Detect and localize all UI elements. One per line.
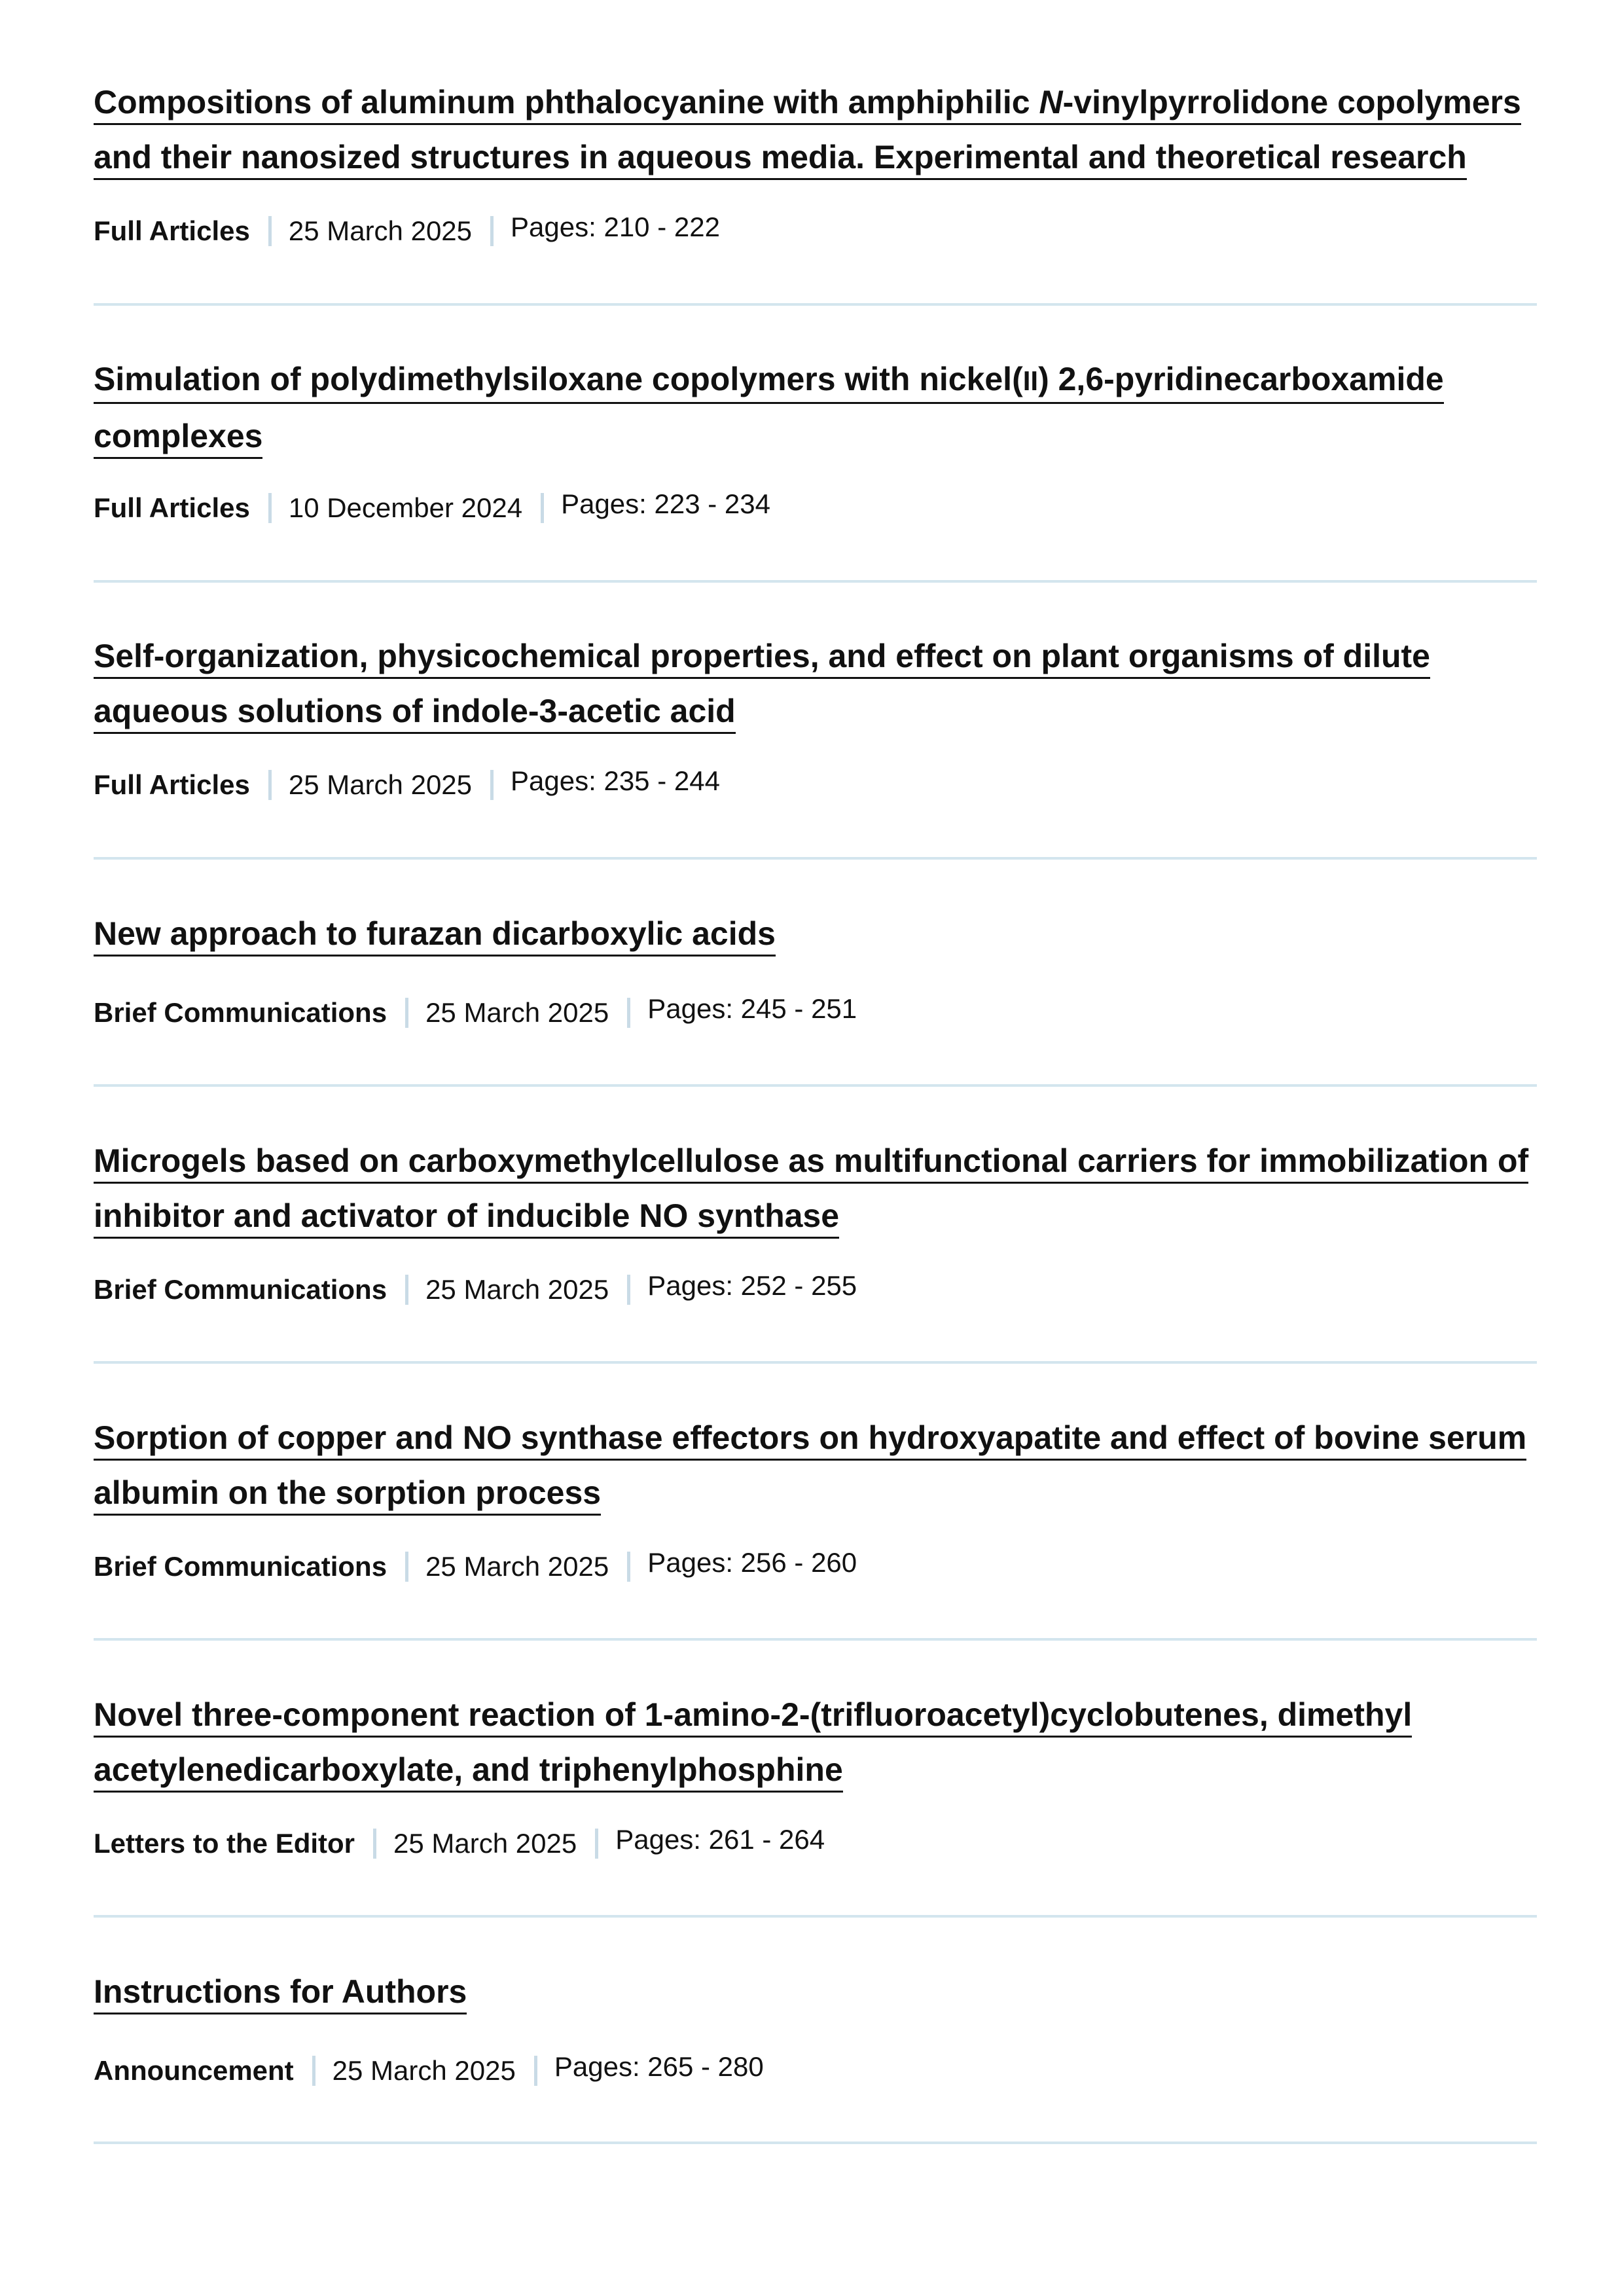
meta-separator <box>312 2056 315 2086</box>
article-title-line: Simulation of polydimethylsiloxane copolymers with nickel(II) 2,6-pyridinecarboxamide <box>94 359 1444 404</box>
meta-separator <box>534 2056 537 2086</box>
meta-separator <box>490 770 494 800</box>
meta-separator <box>627 1552 630 1582</box>
article-divider <box>94 857 1537 860</box>
article-title-link[interactable] <box>94 354 1537 466</box>
article-divider <box>94 580 1537 583</box>
article-date: 25 March 2025 <box>425 997 609 1028</box>
meta-separator <box>405 1275 408 1305</box>
article-item <box>94 354 1537 523</box>
article-meta <box>94 993 857 1029</box>
article-title-line: Self-organization, physicochemical properties, and effect on plant organisms of dilute <box>94 636 1430 679</box>
article-meta <box>94 1824 825 1859</box>
article-item <box>94 77 1537 246</box>
article-meta <box>94 1547 857 1582</box>
article-meta <box>94 211 720 247</box>
article-date: 25 March 2025 <box>332 2055 516 2086</box>
article-pages: Pages: 261 - 264 <box>615 1824 825 1855</box>
article-item <box>94 1967 1537 2086</box>
article-category[interactable]: Announcement <box>94 2055 294 2086</box>
article-title-line: acetylenedicarboxylate, and triphenylphosphine <box>94 1750 843 1793</box>
article-title-link[interactable] <box>94 1413 1537 1523</box>
article-pages: Pages: 252 - 255 <box>647 1270 857 1301</box>
article-title-line: albumin on the sorption process <box>94 1473 601 1516</box>
article-category[interactable]: Full Articles <box>94 215 250 246</box>
article-pages: Pages: 210 - 222 <box>511 211 720 242</box>
article-divider <box>94 303 1537 306</box>
article-title-line: and their nanosized structures in aqueous media. Experimental and theoretical research <box>94 137 1467 180</box>
article-item <box>94 1690 1537 1859</box>
article-title-line: inhibitor and activator of inducible NO synthase <box>94 1196 839 1239</box>
article-title-link[interactable] <box>94 77 1537 187</box>
meta-separator <box>373 1829 376 1859</box>
article-date: 10 December 2024 <box>288 492 523 523</box>
article-meta <box>94 2051 764 2086</box>
article-divider <box>94 1361 1537 1364</box>
article-category[interactable]: Full Articles <box>94 492 250 523</box>
meta-separator <box>405 1552 408 1582</box>
article-category[interactable]: Brief Communications <box>94 997 387 1028</box>
article-category[interactable]: Brief Communications <box>94 1274 387 1305</box>
article-item <box>94 631 1537 800</box>
article-title-link[interactable] <box>94 1136 1537 1246</box>
article-title-link[interactable] <box>94 909 1537 964</box>
article-pages: Pages: 235 - 244 <box>511 765 720 796</box>
article-item <box>94 909 1537 1028</box>
article-pages: Pages: 256 - 260 <box>647 1547 857 1578</box>
article-date: 25 March 2025 <box>288 215 473 246</box>
article-meta <box>94 1270 857 1305</box>
meta-separator <box>268 216 272 246</box>
article-title-line: aqueous solutions of indole-3-acetic acid <box>94 691 736 734</box>
meta-separator <box>627 1275 630 1305</box>
meta-separator <box>595 1829 598 1859</box>
meta-separator <box>268 770 272 800</box>
meta-separator <box>490 216 494 246</box>
article-title-line: Novel three-component reaction of 1-amino-2-(trifluoroacetyl)cyclobutenes, dimethyl <box>94 1695 1412 1738</box>
article-category[interactable]: Full Articles <box>94 769 250 800</box>
meta-separator <box>405 998 408 1028</box>
article-title-link[interactable] <box>94 631 1537 741</box>
article-meta <box>94 488 770 524</box>
article-item <box>94 1136 1537 1305</box>
article-date: 25 March 2025 <box>425 1274 609 1305</box>
article-title-line: Sorption of copper and NO synthase effectors on hydroxyapatite and effect of bovine serum <box>94 1418 1526 1461</box>
article-meta <box>94 765 720 801</box>
article-divider <box>94 1084 1537 1087</box>
article-date: 25 March 2025 <box>425 1551 609 1582</box>
meta-separator <box>541 493 544 523</box>
article-date: 25 March 2025 <box>288 769 473 800</box>
article-title-line: Microgels based on carboxymethylcellulose as multifunctional carriers for immobilization of <box>94 1141 1528 1184</box>
article-category[interactable]: Brief Communications <box>94 1551 387 1582</box>
meta-separator <box>627 998 630 1028</box>
article-pages: Pages: 223 - 234 <box>561 488 770 519</box>
article-divider <box>94 1915 1537 1918</box>
article-item <box>94 1413 1537 1582</box>
article-date: 25 March 2025 <box>393 1828 577 1859</box>
article-divider <box>94 1638 1537 1641</box>
article-title-link[interactable] <box>94 1967 1537 2022</box>
meta-separator <box>268 493 272 523</box>
article-title-line: Instructions for Authors <box>94 1972 467 2014</box>
article-pages: Pages: 245 - 251 <box>647 993 857 1024</box>
article-category[interactable]: Letters to the Editor <box>94 1828 355 1859</box>
article-title-line: Compositions of aluminum phthalocyanine with amphiphilic N-vinylpyrrolidone copolymers <box>94 82 1521 125</box>
article-divider <box>94 2141 1537 2144</box>
article-title-line: complexes <box>94 416 262 459</box>
article-title-line: New approach to furazan dicarboxylic acids <box>94 914 776 957</box>
article-title-link[interactable] <box>94 1690 1537 1800</box>
article-pages: Pages: 265 - 280 <box>554 2051 764 2082</box>
